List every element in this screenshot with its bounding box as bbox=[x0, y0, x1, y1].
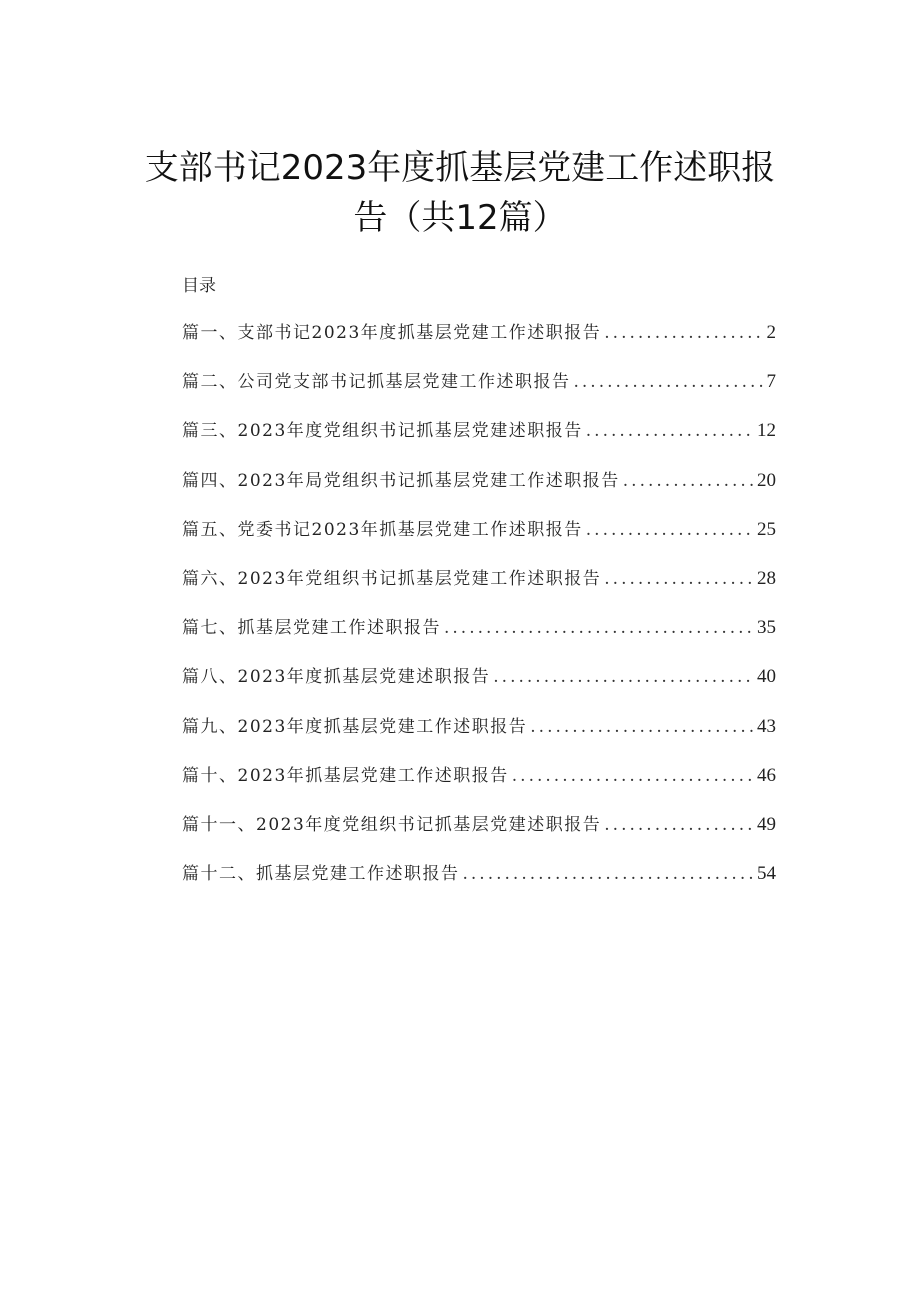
toc-page-number: 25 bbox=[757, 518, 776, 540]
document-title-line-2: 告（共12篇） bbox=[353, 198, 567, 238]
toc-entry-6[interactable] bbox=[182, 564, 776, 613]
toc-entry-title: 篇三、2023年度党组织书记抓基层党建述职报告 bbox=[182, 421, 583, 442]
toc-entry-12[interactable] bbox=[182, 859, 776, 908]
toc-leader-dots bbox=[586, 520, 754, 540]
toc-entry-title: 篇十一、2023年度党组织书记抓基层党建述职报告 bbox=[182, 814, 602, 835]
toc-page-number: 20 bbox=[757, 469, 776, 491]
toc-page-number: 28 bbox=[757, 567, 776, 589]
toc-page-number: 54 bbox=[757, 863, 776, 885]
toc-entry-title: 篇四、2023年局党组织书记抓基层党建工作述职报告 bbox=[182, 470, 620, 491]
toc-entry-title: 篇一、支部书记2023年度抓基层党建工作述职报告 bbox=[182, 323, 602, 343]
toc-entry-8[interactable] bbox=[182, 662, 776, 711]
toc-entry-title: 篇五、党委书记2023年抓基层党建工作述职报告 bbox=[182, 519, 583, 540]
toc-page-number: 40 bbox=[757, 666, 776, 688]
toc-leader-dots bbox=[586, 421, 754, 441]
toc-page-number: 35 bbox=[757, 617, 776, 639]
toc-leader-dots bbox=[493, 667, 754, 687]
toc-entry-4[interactable] bbox=[182, 466, 776, 515]
toc-entry-title: 篇七、抓基层党建工作述职报告 bbox=[182, 618, 441, 639]
toc-page-number: 7 bbox=[766, 371, 776, 393]
toc-leader-dots bbox=[623, 471, 754, 491]
toc-entry-9[interactable] bbox=[182, 712, 776, 761]
toc-leader-dots bbox=[604, 815, 754, 835]
toc-leader-dots bbox=[512, 766, 754, 786]
toc-page-number: 12 bbox=[757, 420, 776, 442]
toc-entry-7[interactable] bbox=[182, 613, 776, 662]
toc-entry-title: 篇十、2023年抓基层党建工作述职报告 bbox=[182, 765, 509, 786]
toc-leader-dots bbox=[463, 864, 755, 884]
toc-entry-title: 篇八、2023年度抓基层党建述职报告 bbox=[182, 667, 491, 688]
toc-entry-2[interactable] bbox=[182, 367, 776, 416]
toc-leader-dots bbox=[604, 569, 754, 589]
toc-leader-dots bbox=[444, 618, 754, 638]
toc-page-number: 46 bbox=[757, 764, 776, 786]
toc-page-number: 2 bbox=[766, 322, 776, 343]
toc-heading: 目录 bbox=[182, 276, 216, 296]
toc-entry-title: 篇十二、抓基层党建工作述职报告 bbox=[182, 864, 460, 885]
toc-entry-10[interactable] bbox=[182, 761, 776, 810]
toc-entry-title: 篇九、2023年度抓基层党建工作述职报告 bbox=[182, 716, 528, 737]
toc-leader-dots bbox=[574, 372, 764, 392]
toc-page-number: 49 bbox=[757, 813, 776, 835]
toc-leader-dots bbox=[604, 323, 763, 343]
toc-entry-11[interactable] bbox=[182, 810, 776, 859]
document-title-line-1: 支部书记2023年度抓基层党建工作述职报 bbox=[144, 148, 776, 188]
toc-entry-title: 篇六、2023年党组织书记抓基层党建工作述职报告 bbox=[182, 568, 602, 589]
toc-entry-5[interactable] bbox=[182, 515, 776, 564]
toc-page-number: 43 bbox=[757, 715, 776, 737]
toc-entry-3[interactable] bbox=[182, 416, 776, 465]
table-of-contents bbox=[182, 318, 776, 908]
toc-entry-1[interactable] bbox=[182, 318, 776, 367]
toc-leader-dots bbox=[530, 717, 754, 737]
toc-entry-title: 篇二、公司党支部书记抓基层党建工作述职报告 bbox=[182, 372, 571, 393]
